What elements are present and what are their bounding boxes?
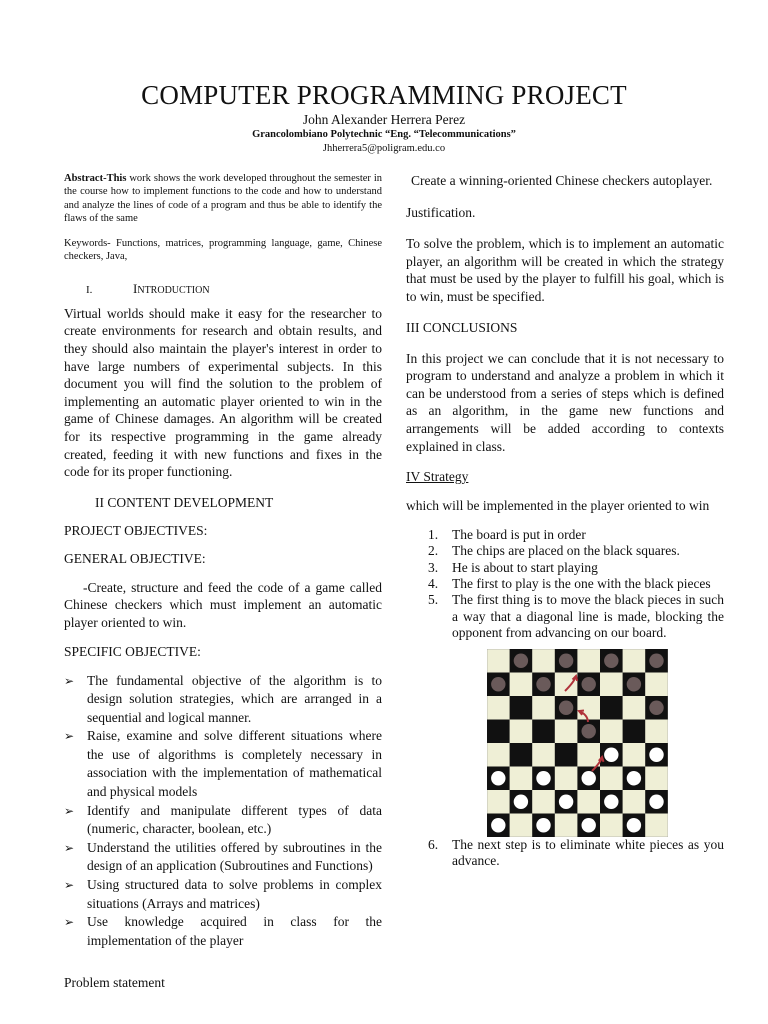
black-piece xyxy=(559,654,573,668)
step-number: 6. xyxy=(428,837,439,852)
bullet-arrow-icon: ➢ xyxy=(64,729,75,744)
justification-heading: Justification. xyxy=(406,204,476,220)
list-item xyxy=(64,839,382,876)
step-text: The chips are placed on the black squares. xyxy=(452,543,680,559)
strategy-heading: IV Strategy xyxy=(406,469,469,485)
bullet-text: Identify and manipulate different types of data (numeric, character, boolean, etc.) xyxy=(87,802,382,837)
step-number: 2. xyxy=(428,543,439,559)
conclusions-text: In this project we can conclude that it is not necessary to program to understand and analyze a problem in which it can be understood from a series of steps which is defined as an algorithm, in the game new functions and arrangements will be added according to contexts explained in class. xyxy=(406,350,724,454)
black-piece xyxy=(582,724,596,738)
list-item xyxy=(64,672,382,728)
create-autoplayer-line: Create a winning-oriented Chinese checkers autoplayer. xyxy=(411,173,713,188)
conclusions-heading: III CONCLUSIONS xyxy=(406,319,518,335)
board-dark-square xyxy=(600,696,623,720)
paper-title: COMPUTER PROGRAMMING PROJECT xyxy=(141,80,627,110)
general-objective-text: -Create, structure and feed the code of a game called Chinese checkers which must implement an automatic player oriented to win. xyxy=(64,579,382,630)
list-item xyxy=(406,837,724,870)
checkers-board-figure xyxy=(487,649,668,837)
strategy-intro: which will be implemented in the player oriented to win xyxy=(406,498,710,514)
introduction-heading xyxy=(64,281,382,297)
bullet-text: Understand the utilities offered by subroutines in the design of an application (Subroutines and Functions) xyxy=(87,839,382,874)
list-item xyxy=(406,527,724,543)
bullet-text: Using structured data to solve problems in complex situations (Arrays and matrices) xyxy=(87,877,382,911)
bullet-arrow-icon: ➢ xyxy=(64,840,75,855)
affiliation: Grancolombiano Polytechnic “Eng. “Telecommunications” xyxy=(252,129,516,140)
black-piece xyxy=(491,677,505,691)
project-objectives-heading: PROJECT OBJECTIVES: xyxy=(64,522,208,538)
white-piece xyxy=(627,818,641,832)
section-content-development: II CONTENT DEVELOPMENT xyxy=(95,494,274,510)
bullet-arrow-icon: ➢ xyxy=(64,803,75,818)
abstract-text: work shows the work developed throughout the semester in the course how to implement functions to the code and how to understand and analyze the lines of code of a program and thus be able to identify the flaws of the same xyxy=(64,173,382,224)
list-item xyxy=(406,560,724,576)
abstract-label: Abstract-This xyxy=(64,173,127,184)
white-piece xyxy=(627,771,641,785)
step-number: 5. xyxy=(428,592,439,608)
bullet-arrow-icon: ➢ xyxy=(64,915,75,930)
checkers-board xyxy=(487,649,668,837)
white-piece xyxy=(559,795,573,809)
white-piece xyxy=(582,818,596,832)
board-dark-square xyxy=(623,720,646,744)
white-piece xyxy=(604,748,618,762)
black-piece xyxy=(559,701,573,715)
intro-first-letter: I xyxy=(133,280,138,296)
black-piece xyxy=(649,701,663,715)
board-dark-square xyxy=(487,720,510,744)
left-column xyxy=(64,170,382,950)
white-piece xyxy=(491,771,505,785)
white-piece xyxy=(649,748,663,762)
bullet-arrow-icon: ➢ xyxy=(64,673,75,688)
step-text: The next step is to eliminate white pieces as you advance. xyxy=(452,837,724,869)
list-item xyxy=(406,576,724,592)
bullet-text: Raise, examine and solve different situations where the use of algorithms is completely necessary in association with the implementation of mathematical and physical models xyxy=(87,728,382,800)
white-piece xyxy=(514,795,528,809)
black-piece xyxy=(582,677,596,691)
keywords: Keywords- Functions, matrices, programming language, game, Chinese checkers, Java, xyxy=(64,238,382,263)
step-text: The board is put in order xyxy=(452,526,586,542)
introduction-text: Virtual worlds should make it easy for the researcher to create environments for research and obtain results, and they should also maintain the player's interest in order to have large numbers of experimental subjects. In this document you will find the solution to the problem of implementing an automatic player oriented to win in the game of Chinese damages. An algorithm will be created for its respective programming in the game already created, feeding it with new functions and fixes in the code for its proper functioning. xyxy=(64,305,382,480)
white-piece xyxy=(536,771,550,785)
strategy-step-6 xyxy=(406,837,724,870)
board-dark-square xyxy=(510,743,533,767)
black-piece xyxy=(536,677,550,691)
justification-text: To solve the problem, which is to implement an automatic player, an algorithm will be created in which the strategy that must be used by the player to fulfill his goal, which is to win, must be specified. xyxy=(406,236,724,304)
step-number: 1. xyxy=(428,526,439,542)
step-text: The first to play is the one with the black pieces xyxy=(452,575,711,591)
specific-objectives-list xyxy=(64,672,382,951)
step-text: He is about to start playing xyxy=(452,559,598,575)
black-piece xyxy=(649,654,663,668)
list-item xyxy=(406,543,724,559)
bullet-arrow-icon: ➢ xyxy=(64,878,75,893)
intro-rest: NTRODUCTION xyxy=(137,284,210,296)
white-piece xyxy=(649,795,663,809)
intro-number: I. xyxy=(86,283,93,296)
problem-statement-heading: Problem statement xyxy=(64,975,165,990)
white-piece xyxy=(536,818,550,832)
specific-objective-heading: SPECIFIC OBJECTIVE: xyxy=(64,643,201,659)
white-piece xyxy=(582,771,596,785)
white-piece xyxy=(491,818,505,832)
bullet-text: The fundamental objective of the algorithm is to design solution strategies, which are arranged in a sequential and logical manner. xyxy=(87,672,382,725)
board-dark-square xyxy=(532,720,555,744)
right-column xyxy=(406,170,724,869)
white-piece xyxy=(604,795,618,809)
list-item xyxy=(64,802,382,839)
author-email: Jhherrera5@poligram.edu.co xyxy=(322,143,446,154)
black-piece xyxy=(514,654,528,668)
black-piece xyxy=(627,677,641,691)
board-dark-square xyxy=(510,696,533,720)
list-item xyxy=(64,727,382,801)
list-item xyxy=(64,876,382,913)
strategy-steps-list xyxy=(406,527,724,642)
author-name: John Alexander Herrera Perez xyxy=(302,112,466,127)
abstract xyxy=(64,172,382,225)
list-item xyxy=(64,913,382,950)
list-item xyxy=(406,592,724,641)
step-number: 3. xyxy=(428,559,439,575)
general-objective-heading: GENERAL OBJECTIVE: xyxy=(64,550,206,566)
board-dark-square xyxy=(555,743,578,767)
step-text: The first thing is to move the black pieces in such a way that a diagonal line is made, blocking the opponent from advancing on our board. xyxy=(452,592,724,641)
black-piece xyxy=(604,654,618,668)
step-number: 4. xyxy=(428,575,439,591)
bullet-text: Use knowledge acquired in class for the implementation of the player xyxy=(87,914,382,948)
